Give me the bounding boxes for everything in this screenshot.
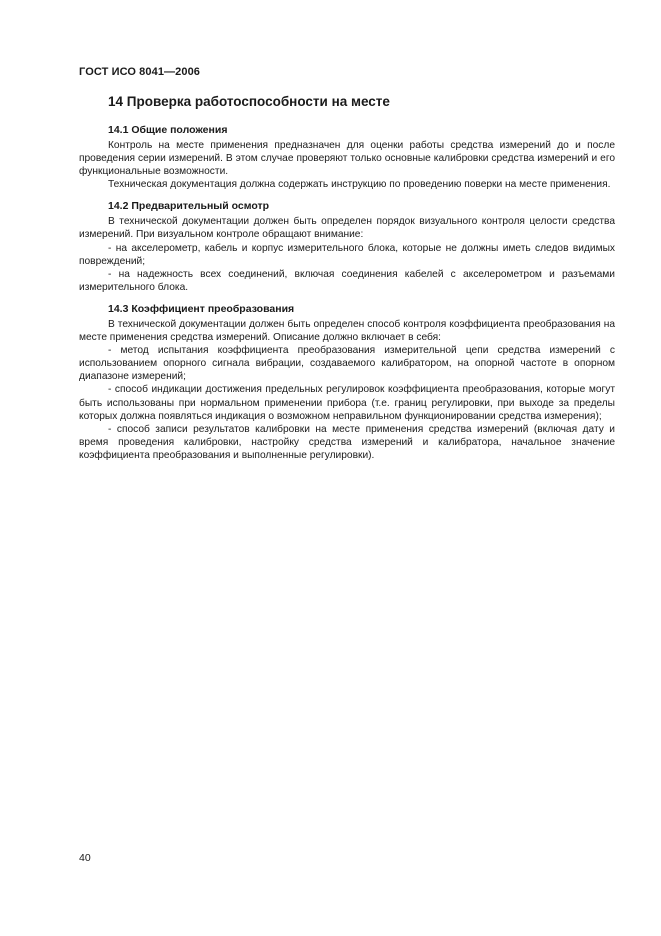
subsection-body-inspection (79, 215, 615, 294)
subsection-title-coefficient: 14.3 Коэффициент преобразования (108, 302, 295, 315)
paragraph: Техническая документация должна содержать инструкцию по проведению поверки на месте применения. (108, 179, 611, 191)
list-item: - способ записи результатов калибровки на месте применения средства измерений (включая дату и время проведения калибровки, настройку средства измерений и калибратора, начальное значение коэффициента преобразования и выполненные регулировки). (79, 423, 615, 461)
paragraph: Контроль на месте применения предназначен для оценки работы средства измерений до и после проведения серии измерений. В этом случае проверяют только основные калибровки средства измерений и его функциональные возможности. (79, 140, 615, 178)
subsection-title-inspection: 14.2 Предварительный осмотр (108, 200, 270, 213)
subsection-body-general (79, 139, 615, 191)
subsection-title-general: 14.1 Общие положения (108, 124, 228, 136)
list-item: - метод испытания коэффициента преобразования измерительной цепи средства измерений с использованием опорного сигнала вибрации, создаваемого калибратором, на опорной частоте в опорном диапазоне измерений; (79, 345, 615, 383)
page-number: 40 (79, 852, 91, 864)
paragraph: В технической документации должен быть определен порядок визуального контроля целости средства измерений. При визуальном контроле обращают внимание: (79, 216, 615, 241)
subsection-body-coefficient (79, 318, 615, 462)
document-header: ГОСТ ИСО 8041—2006 (79, 66, 201, 78)
page-content (79, 90, 615, 470)
list-item: - на надежность всех соединений, включая соединения кабелей с акселерометром и разъемами измерительного блока. (79, 268, 615, 293)
list-item: - способ индикации достижения предельных регулировок коэффициента преобразования, которые могут быть использованы при нормальном применении прибора (т.е. границ регулировки, при выходе за пределы которых должна появляться индикация о возможном неправильном функционировании средства измерения); (79, 384, 615, 422)
section-title: 14 Проверка работоспособности на месте (108, 94, 390, 109)
list-item: - на акселерометр, кабель и корпус измерительного блока, которые не должны иметь следов видимых повреждений; (79, 242, 615, 267)
paragraph: В технической документации должен быть определен способ контроля коэффициента преобразования на месте применения средства измерений. Описание должно включает в себя: (79, 318, 615, 344)
